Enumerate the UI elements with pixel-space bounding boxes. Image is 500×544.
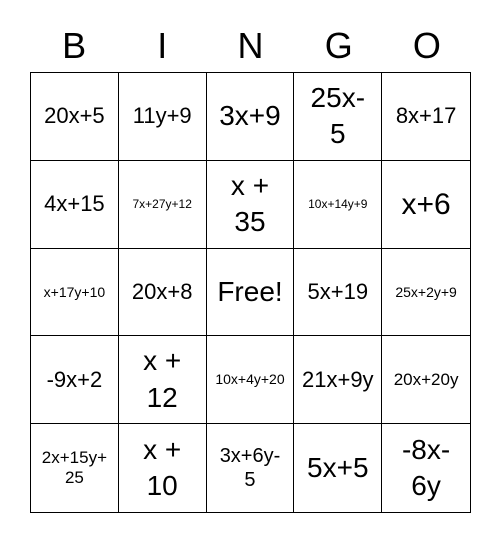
- bingo-cell-r2c5[interactable]: x+6: [382, 161, 470, 249]
- bingo-cell-r1c5[interactable]: 8x+17: [382, 73, 470, 161]
- bingo-cell-r1c1[interactable]: 20x+5: [31, 73, 119, 161]
- bingo-cell-r1c2[interactable]: 11y+9: [119, 73, 207, 161]
- bingo-cell-r5c4[interactable]: 5x+5: [294, 424, 382, 512]
- header-letter-b: B: [62, 25, 87, 66]
- bingo-cell-r4c2[interactable]: x + 12: [119, 336, 207, 424]
- bingo-cell-r3c2[interactable]: 20x+8: [119, 249, 207, 337]
- header-letter-g: G: [324, 25, 353, 66]
- bingo-cell-r5c1[interactable]: 2x+15y+ 25: [31, 424, 119, 512]
- bingo-cell-r4c1[interactable]: -9x+2: [31, 336, 119, 424]
- bingo-cell-r3c1[interactable]: x+17y+10: [31, 249, 119, 337]
- bingo-cell-r2c4[interactable]: 10x+14y+9: [294, 161, 382, 249]
- bingo-cell-r2c2[interactable]: 7x+27y+12: [119, 161, 207, 249]
- bingo-cell-r3c3-free[interactable]: Free!: [207, 249, 295, 337]
- header-letter-o: O: [412, 25, 441, 66]
- bingo-cell-r2c1[interactable]: 4x+15: [31, 161, 119, 249]
- bingo-cell-r2c3[interactable]: x + 35: [207, 161, 295, 249]
- bingo-cell-r5c2[interactable]: x + 10: [119, 424, 207, 512]
- bingo-header: [30, 20, 471, 72]
- header-letter-n: N: [237, 25, 264, 66]
- bingo-cell-r4c3[interactable]: 10x+4y+20: [207, 336, 295, 424]
- bingo-cell-r1c4[interactable]: 25x- 5: [294, 73, 382, 161]
- bingo-cell-r1c3[interactable]: 3x+9: [207, 73, 295, 161]
- bingo-cell-r3c5[interactable]: 25x+2y+9: [382, 249, 470, 337]
- bingo-cell-r4c5[interactable]: 20x+20y: [382, 336, 470, 424]
- bingo-cell-r5c3[interactable]: 3x+6y- 5: [207, 424, 295, 512]
- bingo-cell-r5c5[interactable]: -8x- 6y: [401, 433, 451, 502]
- header-letter-i: I: [157, 25, 168, 66]
- bingo-board: [30, 72, 471, 513]
- bingo-cell-r3c4[interactable]: 5x+19: [294, 249, 382, 337]
- bingo-cell-r4c4[interactable]: 21x+9y: [294, 336, 382, 424]
